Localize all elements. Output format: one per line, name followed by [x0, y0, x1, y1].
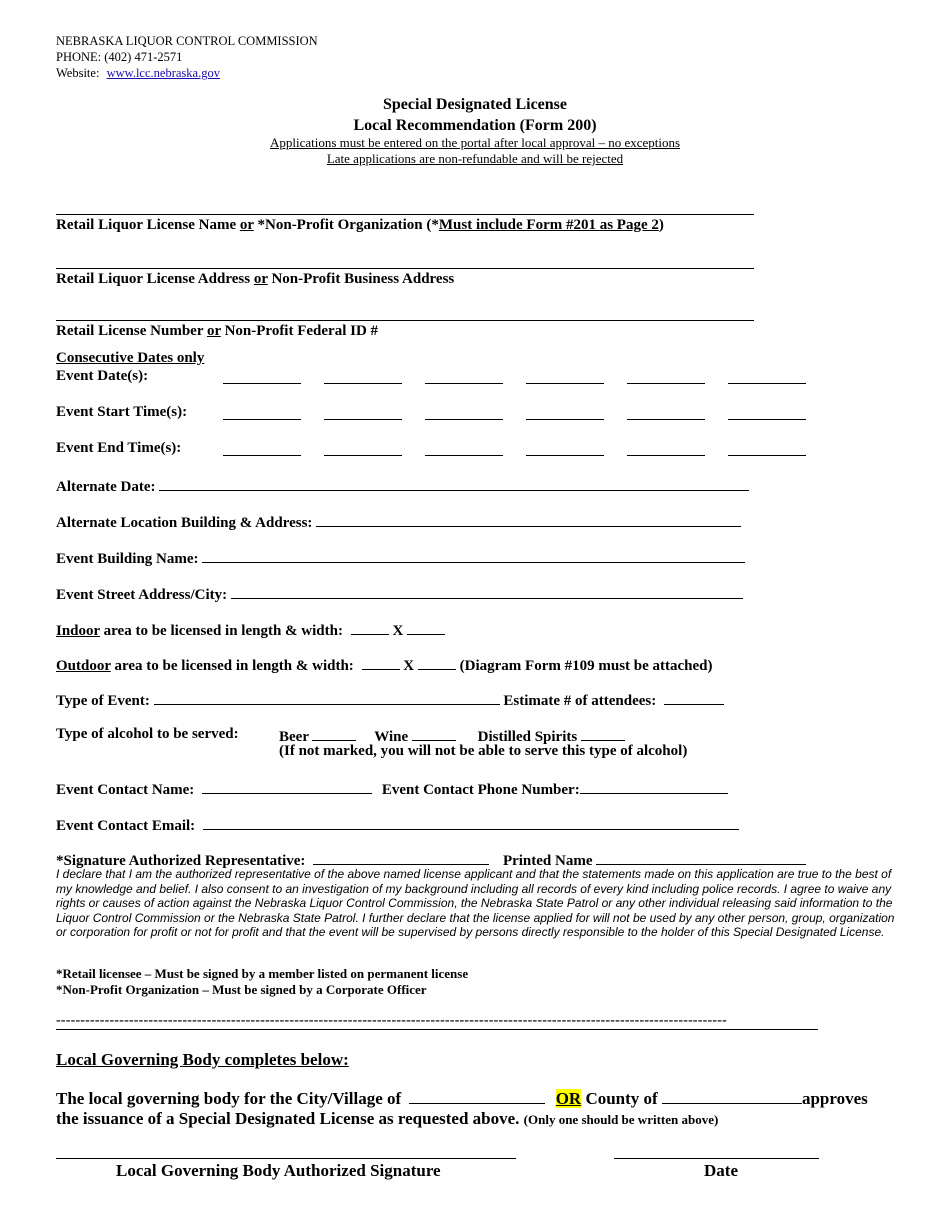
- date-line[interactable]: [614, 1158, 819, 1159]
- license-name-label: [56, 217, 664, 234]
- license-number-or: or: [206, 323, 221, 339]
- event-end-5[interactable]: [627, 455, 705, 456]
- attendees-field[interactable]: [664, 690, 724, 705]
- form-subtitle: Local Recommendation (Form 200): [353, 117, 597, 134]
- indoor-word: Indoor: [56, 623, 100, 639]
- retail-signer-note: *Retail licensee – Must be signed by a member listed on permanent license: [56, 966, 469, 981]
- indoor-label: area to be licensed in length & width:: [99, 623, 343, 639]
- indoor-area-row: [56, 620, 445, 640]
- date-label: Date: [704, 1161, 738, 1180]
- city-village-label: The local governing body for the City/Village of: [56, 1089, 402, 1108]
- type-of-event-label: Type of Event:: [56, 693, 150, 709]
- county-label: County of: [585, 1089, 658, 1108]
- event-dates-label: Event Date(s):: [56, 368, 149, 384]
- county-field[interactable]: [662, 1089, 802, 1104]
- event-end-3[interactable]: [425, 455, 503, 456]
- event-end-1[interactable]: [223, 455, 301, 456]
- beer-field[interactable]: [312, 726, 356, 741]
- separator-underline: [56, 1029, 818, 1030]
- building-name-label: Event Building Name:: [56, 551, 199, 567]
- alternate-date-label: Alternate Date:: [56, 479, 156, 495]
- event-start-3[interactable]: [425, 419, 503, 420]
- approves-text: approves: [801, 1089, 868, 1108]
- event-date-6[interactable]: [728, 383, 806, 384]
- wine-field[interactable]: [412, 726, 456, 741]
- alternate-date-row: [56, 476, 749, 496]
- outdoor-label: area to be licensed in length & width:: [110, 658, 354, 674]
- license-number-post: Non-Profit Federal ID #: [220, 323, 379, 339]
- license-number-pre: Retail License Number: [56, 323, 207, 339]
- event-end-2[interactable]: [324, 455, 402, 456]
- contact-name-label: Event Contact Name:: [56, 782, 195, 798]
- spirits-field[interactable]: [581, 726, 625, 741]
- license-name-pre: Retail Liquor License Name: [56, 217, 240, 233]
- event-date-4[interactable]: [526, 383, 604, 384]
- outdoor-x: X: [403, 658, 415, 674]
- consecutive-dates-note: Consecutive Dates only: [56, 350, 205, 366]
- street-address-row: [56, 584, 743, 604]
- website-label: Website:: [56, 66, 100, 80]
- license-name-or: or: [239, 217, 254, 233]
- outdoor-length-field[interactable]: [362, 655, 400, 670]
- local-heading: Local Governing Body completes below:: [56, 1050, 349, 1069]
- event-start-4[interactable]: [526, 419, 604, 420]
- contact-email-field[interactable]: [203, 815, 739, 830]
- event-date-2[interactable]: [324, 383, 402, 384]
- alternate-location-field[interactable]: [316, 512, 741, 527]
- contact-phone-label: Event Contact Phone Number:: [381, 782, 580, 798]
- event-start-6[interactable]: [728, 419, 806, 420]
- license-address-or: or: [253, 271, 268, 287]
- event-date-1[interactable]: [223, 383, 301, 384]
- indoor-x: X: [392, 623, 404, 639]
- license-name-post: ): [658, 217, 664, 233]
- city-village-field[interactable]: [409, 1089, 545, 1104]
- issuance-text: the issuance of a Special Designated License as requested above.: [56, 1109, 520, 1128]
- alcohol-note: (If not marked, you will not be able to serve this type of alcohol): [279, 743, 688, 759]
- license-address-post: Non-Profit Business Address: [267, 271, 455, 287]
- contact-row: [56, 779, 728, 799]
- event-end-label: Event End Time(s):: [56, 440, 182, 456]
- license-name-line[interactable]: [56, 214, 754, 215]
- street-address-field[interactable]: [231, 584, 743, 599]
- type-of-event-field[interactable]: [154, 690, 500, 705]
- or-highlight: OR: [555, 1089, 582, 1108]
- spirits-label: Distilled Spirits: [477, 729, 578, 745]
- declaration-text: I declare that I am the authorized representative of the above named license applicant and that the statements made on this application are true to the best of my knowledge and belief. I also consent to an investigation of my background including all records of every kind including police records. I agree to waive any rights or causes of action against the Nebraska Liquor Control Commission, the Nebraska State Patrol or any other individual releasing said information to the Liquor Control Commission or the Nebraska State Patrol. I further declare that the license applied for will not be used by any other person, group, organization or corporation for profit or not for profit and that the event will be supervised by persons directly responsible to the holder of this Special Designated License.: [56, 867, 895, 939]
- license-address-label: [56, 271, 454, 288]
- nonprofit-signer-note: *Non-Profit Organization – Must be signed by a Corporate Officer: [56, 982, 427, 997]
- dashed-separator: ------------------------------------------------------------------------------------------------------------------------------------------: [56, 1013, 727, 1028]
- indoor-length-field[interactable]: [351, 620, 389, 635]
- event-date-5[interactable]: [627, 383, 705, 384]
- contact-name-field[interactable]: [202, 779, 372, 794]
- printed-name-field[interactable]: [596, 850, 806, 865]
- beer-label: Beer: [279, 729, 309, 745]
- wine-label: Wine: [374, 729, 409, 745]
- outdoor-width-field[interactable]: [418, 655, 456, 670]
- event-start-1[interactable]: [223, 419, 301, 420]
- attendees-label: Estimate # of attendees:: [503, 693, 657, 709]
- street-address-label: Event Street Address/City:: [56, 587, 228, 603]
- website-line: [56, 66, 220, 81]
- diagram-form-note: (Diagram Form #109 must be attached): [459, 658, 713, 674]
- signature-label: *Signature Authorized Representative:: [56, 853, 306, 869]
- form-201-note: Must include Form #201 as Page 2: [438, 217, 659, 233]
- event-start-5[interactable]: [627, 419, 705, 420]
- event-start-label: Event Start Time(s):: [56, 404, 188, 420]
- local-signature-line[interactable]: [56, 1158, 516, 1159]
- form-title: Special Designated License: [383, 96, 567, 113]
- local-line-1: [56, 1089, 868, 1109]
- license-address-line[interactable]: [56, 268, 754, 269]
- type-of-event-row: [56, 690, 724, 710]
- indoor-width-field[interactable]: [407, 620, 445, 635]
- website-link[interactable]: www.lcc.nebraska.gov: [106, 66, 220, 80]
- signature-field[interactable]: [313, 850, 489, 865]
- event-start-2[interactable]: [324, 419, 402, 420]
- license-number-label: [56, 323, 378, 340]
- license-name-mid: *Non-Profit Organization (*: [253, 217, 439, 233]
- local-signature-label: Local Governing Body Authorized Signature: [116, 1161, 441, 1180]
- contact-email-label: Event Contact Email:: [56, 818, 196, 834]
- only-one-note: (Only one should be written above): [523, 1112, 719, 1127]
- building-name-row: [56, 548, 745, 568]
- alcohol-type-label: Type of alcohol to be served:: [56, 726, 239, 742]
- portal-note: Applications must be entered on the portal after local approval – no exceptions: [269, 135, 681, 150]
- alternate-location-row: [56, 512, 741, 532]
- commission-phone: PHONE: (402) 471-2571: [56, 50, 183, 64]
- local-line-2: [56, 1109, 718, 1129]
- alternate-date-field[interactable]: [159, 476, 749, 491]
- printed-name-label: Printed Name: [502, 853, 593, 869]
- commission-name: NEBRASKA LIQUOR CONTROL COMMISSION: [56, 34, 318, 48]
- late-note: Late applications are non-refundable and will be rejected: [326, 151, 624, 166]
- outdoor-word: Outdoor: [56, 658, 111, 674]
- license-number-line[interactable]: [56, 320, 754, 321]
- event-end-6[interactable]: [728, 455, 806, 456]
- contact-email-row: [56, 815, 739, 835]
- license-address-pre: Retail Liquor License Address: [56, 271, 254, 287]
- alternate-location-label: Alternate Location Building & Address:: [56, 515, 313, 531]
- contact-phone-field[interactable]: [580, 779, 728, 794]
- event-date-3[interactable]: [425, 383, 503, 384]
- event-end-4[interactable]: [526, 455, 604, 456]
- outdoor-area-row: [56, 655, 713, 675]
- building-name-field[interactable]: [202, 548, 745, 563]
